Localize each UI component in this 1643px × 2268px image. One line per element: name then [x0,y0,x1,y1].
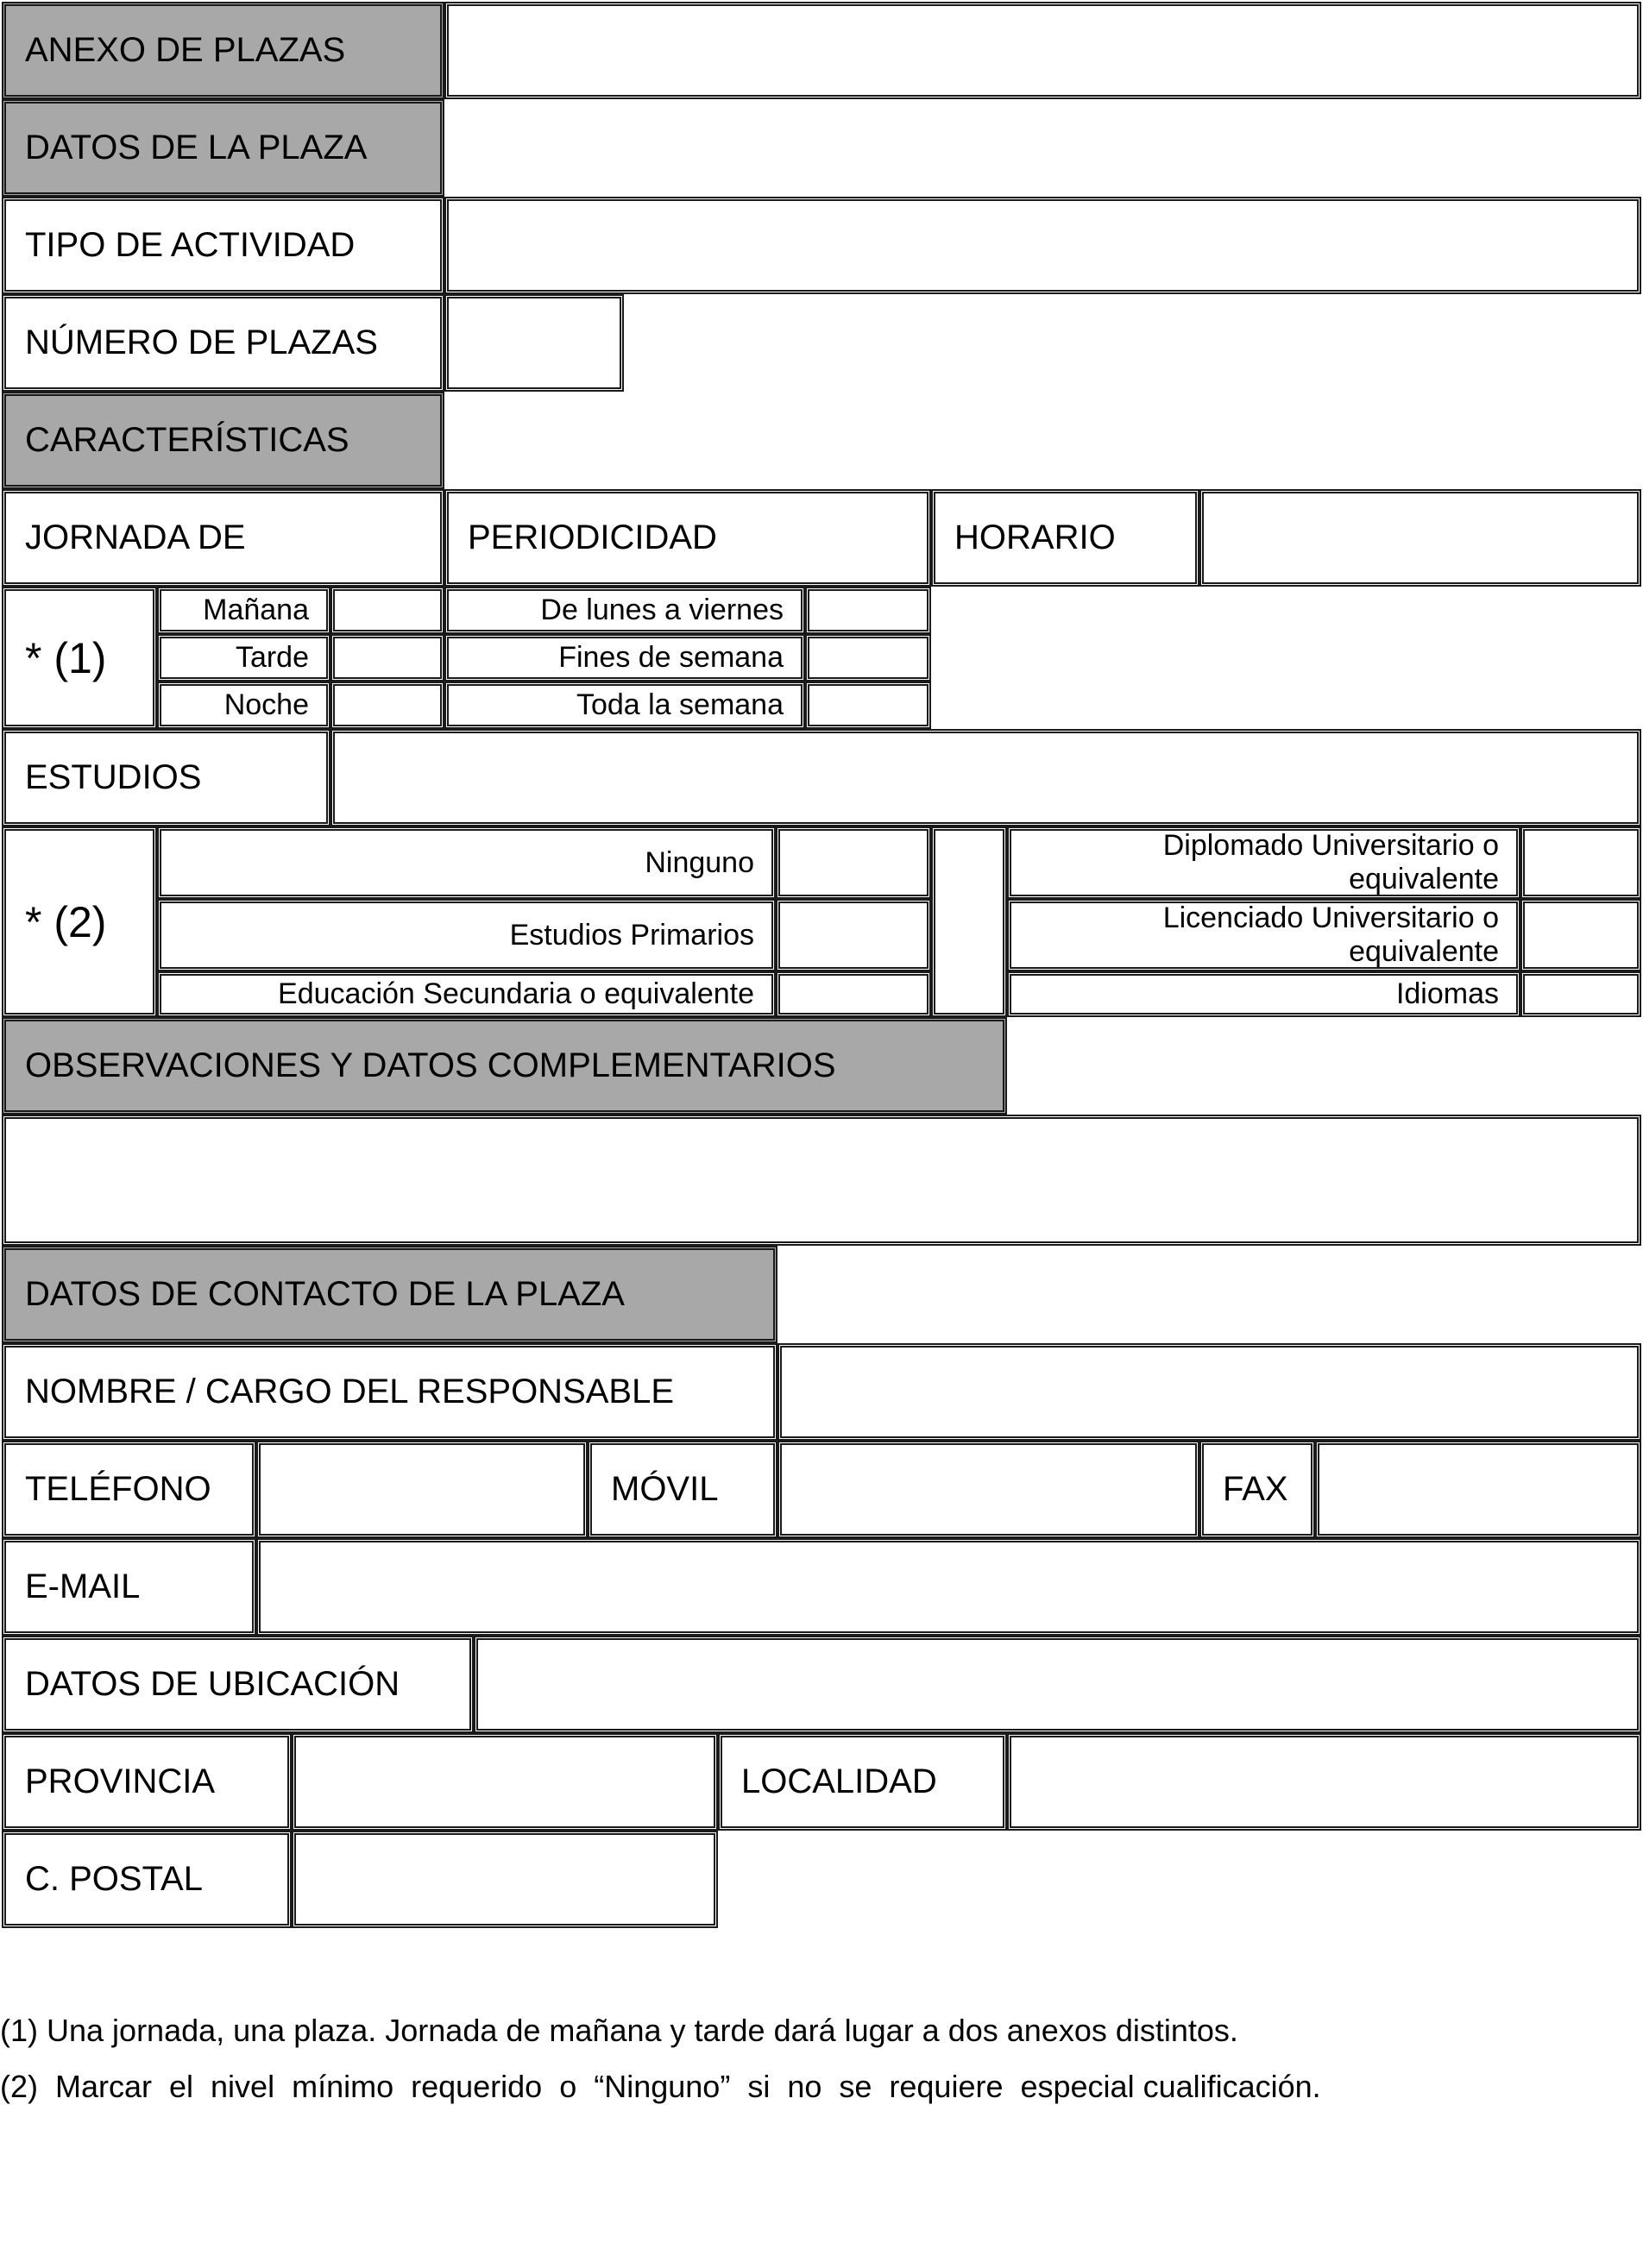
jornada-footnote-marker: * (1) [2,587,157,729]
c-postal-label: C. POSTAL [2,1831,292,1928]
fax-field[interactable] [1315,1441,1641,1538]
provincia-label: PROVINCIA [2,1733,292,1831]
nombre-cargo-field[interactable] [777,1343,1641,1441]
periodicidad-toda-la-semana-checkbox[interactable] [805,682,931,729]
horario-label: HORARIO [931,489,1199,587]
estudios-label: ESTUDIOS [2,729,330,826]
numero-de-plazas-label: NÚMERO DE PLAZAS [2,294,444,392]
estudios-option-idiomas: Idiomas [1007,971,1520,1017]
estudios-option-diplomado [1007,826,1520,899]
diplomado-line-1: Diplomado Universitario o [1162,829,1499,862]
tipo-de-actividad-field[interactable] [444,197,1641,294]
localidad-field[interactable] [1007,1733,1641,1831]
jornada-noche-checkbox[interactable] [330,682,444,729]
estudios-spacer [931,826,1007,1017]
observaciones-header: OBSERVACIONES Y DATOS COMPLEMENTARIOS [2,1017,1007,1115]
footnote-2: (2) Marcar el nivel mínimo requerido o “Ninguno” si no se requiere especial cualificación. [0,2069,1321,2104]
periodicidad-fines-de-semana-checkbox[interactable] [805,634,931,682]
diplomado-line-2: equivalente [1349,863,1499,895]
periodicidad-label: PERIODICIDAD [444,489,931,587]
anexo-de-plazas-field[interactable] [444,2,1641,99]
caracteristicas-header: CARACTERÍSTICAS [2,392,444,489]
estudios-footnote-marker: * (2) [2,826,157,1017]
email-field[interactable] [256,1538,1641,1636]
datos-de-ubicacion-field[interactable] [474,1636,1641,1733]
estudios-ninguno-checkbox[interactable] [776,826,931,899]
footnote-1: (1) Una jornada, una plaza. Jornada de mañana y tarde dará lugar a dos anexos distintos. [0,2013,1238,2048]
jornada-option-tarde: Tarde [157,634,330,682]
localidad-label: LOCALIDAD [718,1733,1007,1831]
estudios-secundaria-checkbox[interactable] [776,971,931,1017]
periodicidad-option-toda-la-semana: Toda la semana [444,682,805,729]
jornada-de-label: JORNADA DE [2,489,444,587]
tipo-de-actividad-label: TIPO DE ACTIVIDAD [2,197,444,294]
horario-field[interactable] [1199,489,1641,587]
telefono-field[interactable] [256,1441,588,1538]
movil-field[interactable] [777,1441,1199,1538]
periodicidad-lunes-viernes-checkbox[interactable] [805,587,931,634]
jornada-option-noche: Noche [157,682,330,729]
estudios-field[interactable] [330,729,1641,826]
telefono-label: TELÉFONO [2,1441,256,1538]
jornada-manana-checkbox[interactable] [330,587,444,634]
numero-de-plazas-field[interactable] [444,294,624,392]
jornada-option-manana: Mañana [157,587,330,634]
estudios-primarios-checkbox[interactable] [776,899,931,971]
estudios-option-ninguno: Ninguno [157,826,776,899]
movil-label: MÓVIL [588,1441,777,1538]
provincia-field[interactable] [292,1733,718,1831]
licenciado-line-1: Licenciado Universitario o [1162,902,1499,934]
email-label: E-MAIL [2,1538,256,1636]
periodicidad-option-lunes-viernes: De lunes a viernes [444,587,805,634]
observaciones-field[interactable] [2,1115,1641,1246]
estudios-diplomado-checkbox[interactable] [1520,826,1641,899]
fax-label: FAX [1199,1441,1315,1538]
estudios-option-secundaria: Educación Secundaria o equivalente [157,971,776,1017]
licenciado-line-2: equivalente [1349,935,1499,968]
jornada-tarde-checkbox[interactable] [330,634,444,682]
datos-de-la-plaza-header: DATOS DE LA PLAZA [2,99,444,197]
estudios-option-primarios: Estudios Primarios [157,899,776,971]
estudios-idiomas-checkbox[interactable] [1520,971,1641,1017]
periodicidad-option-fines-de-semana: Fines de semana [444,634,805,682]
c-postal-field[interactable] [292,1831,718,1928]
estudios-licenciado-checkbox[interactable] [1520,899,1641,971]
datos-de-contacto-header: DATOS DE CONTACTO DE LA PLAZA [2,1246,777,1343]
estudios-option-licenciado [1007,899,1520,971]
nombre-cargo-label: NOMBRE / CARGO DEL RESPONSABLE [2,1343,777,1441]
anexo-de-plazas-label: ANEXO DE PLAZAS [2,2,444,99]
datos-de-ubicacion-label: DATOS DE UBICACIÓN [2,1636,474,1733]
